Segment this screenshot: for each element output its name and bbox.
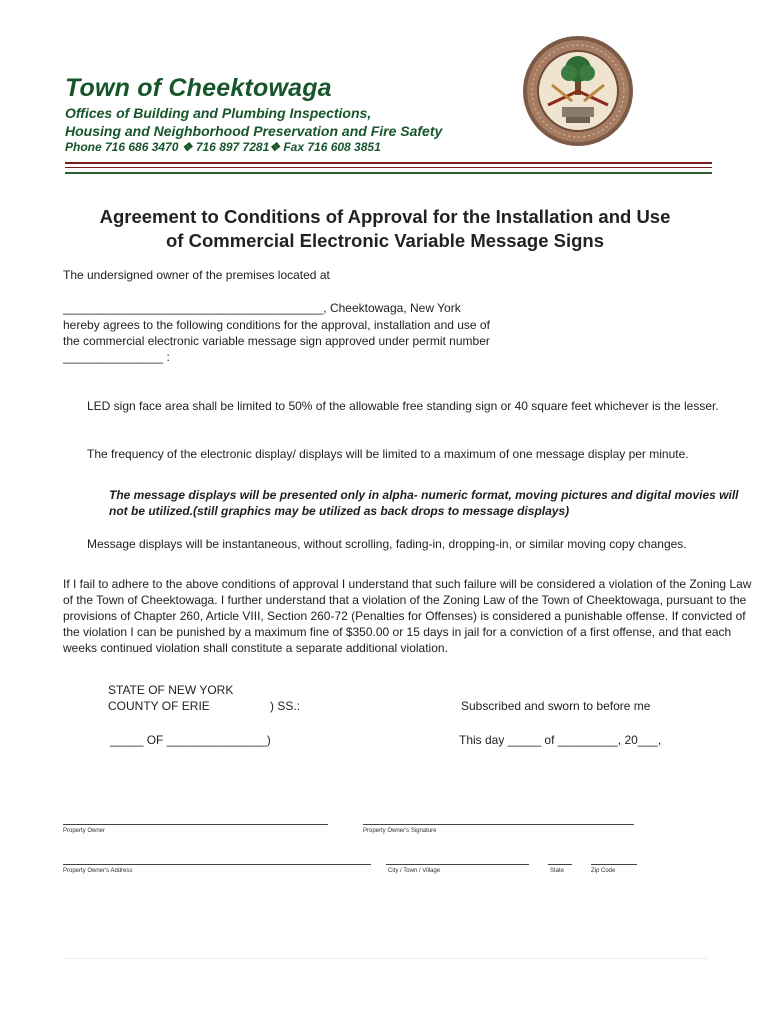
address-blank-line: _______________________________________, Cheektowaga, New York [63, 301, 461, 315]
zip-line[interactable] [591, 864, 637, 865]
state-field-label: State [550, 868, 565, 874]
city-line[interactable] [386, 864, 529, 865]
owner-signature-line[interactable] [363, 824, 634, 825]
agree-text-1: hereby agrees to the following conditions for the approval, installation and use of [63, 318, 490, 332]
owner-address-line[interactable] [63, 864, 371, 865]
agree-text-2: the commercial electronic variable message sign approved under permit number [63, 334, 490, 348]
penalty-line-1: If I fail to adhere to the above conditions of approval I understand that such failure will be considered a violation of the Zoning Law [63, 577, 752, 591]
office-line-2: Housing and Neighborhood Preservation and Fire Safety [65, 123, 443, 139]
condition-frequency: The frequency of the electronic display/ displays will be limited to a maximum of one message display per minute. [87, 447, 689, 461]
property-owner-line[interactable] [63, 824, 328, 825]
state-line[interactable] [548, 864, 572, 865]
condition-led-area: LED sign face area shall be limited to 50% of the allowable free standing sign or 40 square feet whichever is the lesser. [87, 399, 719, 413]
footer-divider [63, 958, 708, 959]
phone-line: Phone 716 686 3470 ❖ 716 897 7281❖ Fax 716 608 3851 [65, 140, 381, 154]
penalty-line-2: of the Town of Cheektowaga. I further understand that a violation of the Zoning Law of the Town of Cheektowaga, pursuant to the [63, 593, 747, 607]
condition-instantaneous: Message displays will be instantaneous, without scrolling, fading-in, dropping-in, or similar moving copy changes. [87, 537, 687, 551]
permit-number-blank: _______________ : [63, 350, 170, 364]
owner-address-label: Property Owner's Address [63, 868, 133, 874]
this-day-line: This day _____ of _________, 20___, [459, 733, 662, 747]
document-title [40, 205, 730, 253]
title-line-1: Agreement to Conditions of Approval for the Installation and Use [99, 206, 671, 227]
penalty-line-5: weeks continued violation shall constitute a separate additional violation. [63, 641, 448, 655]
zip-label: Zip Code [591, 868, 616, 874]
ss-label: ) SS.: [270, 699, 301, 713]
office-line-1: Offices of Building and Plumbing Inspections, [65, 105, 372, 121]
town-seal-icon [522, 35, 634, 147]
town-name: Town of Cheektowaga [65, 74, 332, 102]
penalty-line-4: the violation I can be punished by a maximum fine of $350.00 or 15 days in jail for a conviction of a first offense, and that each [63, 625, 732, 639]
sworn-label: Subscribed and sworn to before me [461, 699, 651, 713]
penalty-line-3: provisions of Chapter 260, Article VIII, Section 260-72 (Penalties for Offenses) is considered a punishable offense. If convicted of [63, 609, 746, 623]
header-rule-thin-red [65, 167, 712, 168]
condition-format-2: not be utilized.(still graphics may be utilized as back drops to message displays) [109, 504, 570, 518]
property-owner-label: Property Owner [63, 828, 106, 834]
county-label: COUNTY OF ERIE [108, 699, 210, 713]
owner-signature-label: Property Owner's Signature [363, 828, 437, 834]
header-rule-red [65, 162, 712, 164]
city-label: City / Town / Village [388, 868, 441, 874]
of-blank-line: _____ OF _______________) [110, 733, 271, 747]
condition-format-1: The message displays will be presented only in alpha- numeric format, moving pictures and digital movies will [109, 488, 739, 502]
title-line-2: of Commercial Electronic Variable Message Signs [165, 230, 604, 251]
state-label: STATE OF NEW YORK [108, 683, 234, 697]
intro-text: The undersigned owner of the premises located at [63, 268, 330, 282]
header-rule-green [65, 172, 712, 174]
